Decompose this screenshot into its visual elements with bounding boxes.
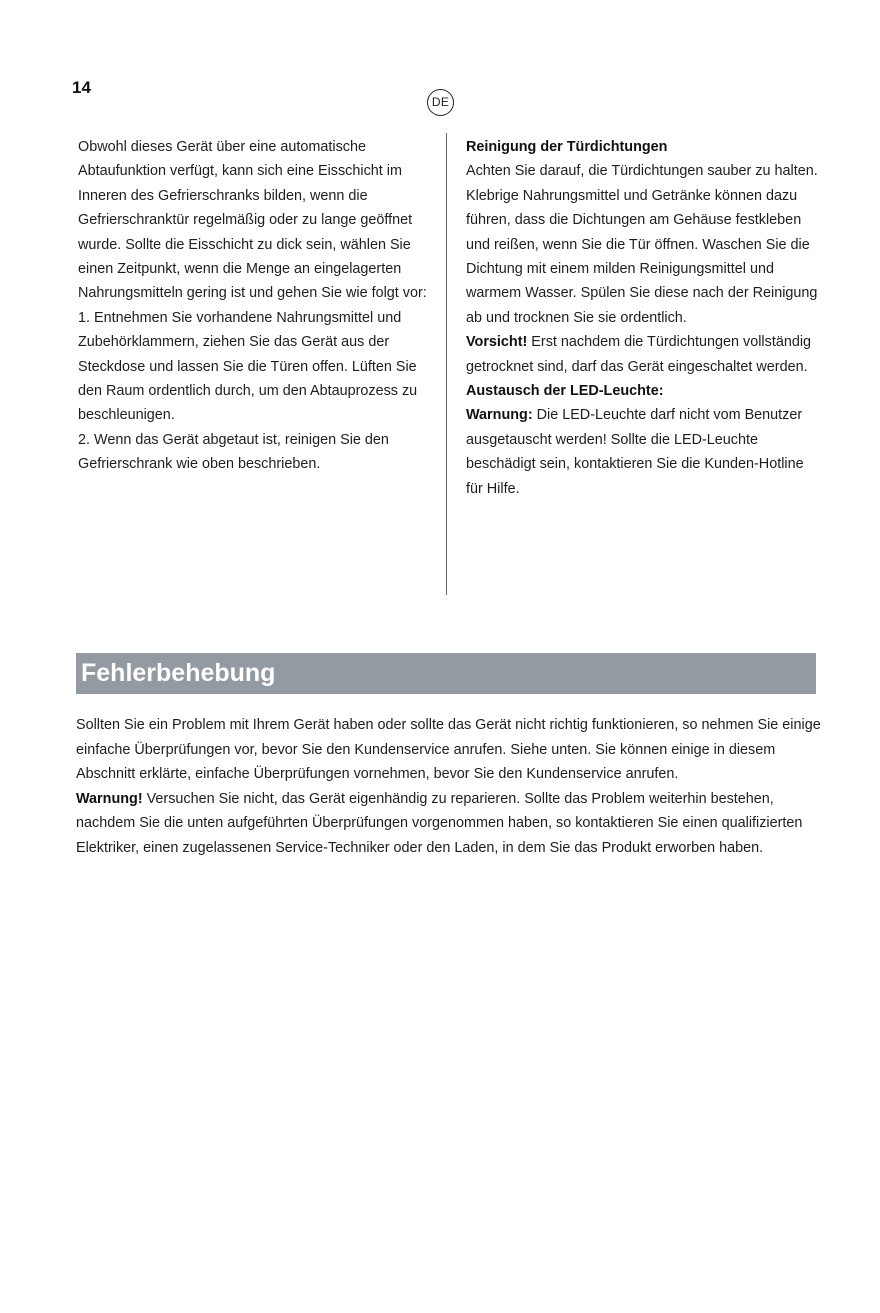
troubleshooting-warning-text: Versuchen Sie nicht, das Gerät eigenhändig zu reparieren. Sollte das Problem weiterhin bestehen, nachdem Sie die unten aufgeführten Überprüfungen vorgenommen haben, so kontaktieren Sie einen qualifizierten Elektriker, einen zugelassenen Service-Techniker oder den Laden, in dem Sie das Produkt erworben haben. xyxy=(76,790,803,856)
defrost-step-1: 1. Entnehmen Sie vorhandene Nahrungsmittel und Zubehörklammern, ziehen Sie das Gerät aus der Steckdose und lassen Sie die Türen offen. Lüften Sie den Raum ordentlich durch, um den Abtauprozess zu beschleunigen. xyxy=(78,309,418,424)
troubleshooting-warning-paragraph xyxy=(76,787,821,861)
troubleshooting-warning-label: Warnung! xyxy=(76,790,143,807)
led-warning-text: Die LED-Leuchte darf nicht vom Benutzer ausgetauscht werden! Sollte die LED-Leuchte beschädigt sein, kontaktieren Sie die Kunden-Hotline für Hilfe. xyxy=(466,407,804,497)
led-warning-label: Warnung: xyxy=(466,407,533,424)
defrost-intro: Obwohl dieses Gerät über eine automatische Abtaufunktion verfügt, kann sich eine Eisschicht im Inneren des Gefrierschranks bilden, wenn die Gefrierschranktür regelmäßig oder zu lange geöffnet wurde. Sollte die Eisschicht zu dick sein, wählen Sie einen Zeitpunkt, wenn die Menge an eingelagerten Nahrungsmitteln gering ist und gehen Sie wie folgt vor: xyxy=(78,139,427,302)
section-title: Fehlerbehebung xyxy=(81,659,276,687)
led-warning-paragraph xyxy=(466,403,818,501)
caution-label: Vorsicht! xyxy=(466,334,528,351)
left-column xyxy=(78,135,436,477)
right-column xyxy=(466,135,818,501)
caution-paragraph xyxy=(466,330,818,379)
door-seal-heading: Reinigung der Türdichtungen xyxy=(466,139,668,155)
defrost-step-2: 2. Wenn das Gerät abgetaut ist, reinigen Sie den Gefrierschrank wie oben beschrieben. xyxy=(78,431,389,473)
caution-text: Erst nachdem die Türdichtungen vollständig getrocknet sind, darf das Gerät eingeschaltet werden. xyxy=(466,334,812,375)
section-header-bar xyxy=(76,653,816,694)
column-divider xyxy=(446,133,447,595)
troubleshooting-body xyxy=(76,713,821,861)
language-badge: DE xyxy=(427,89,454,116)
door-seal-text: Achten Sie darauf, die Türdichtungen sauber zu halten. Klebrige Nahrungsmittel und Getränke können dazu führen, dass die Dichtungen am Gehäuse festkleben und reißen, wenn Sie die Tür öffnen. Waschen Sie die Dichtung mit einem milden Reinigungsmittel und warmem Wasser. Spülen Sie diese nach der Reinigung ab und trocknen Sie sie ordentlich. xyxy=(466,163,818,326)
led-heading: Austausch der LED-Leuchte: xyxy=(466,383,664,400)
page-number: 14 xyxy=(72,78,91,97)
troubleshooting-intro: Sollten Sie ein Problem mit Ihrem Gerät haben oder sollte das Gerät nicht richtig funktionieren, so nehmen Sie einige einfache Überprüfungen vor, bevor Sie den Kundenservice anrufen. Siehe unten. Sie können einige in diesem Abschnitt erklärte, einfache Überprüfungen vornehmen, bevor Sie den Kundenservice anrufen. xyxy=(76,717,821,783)
